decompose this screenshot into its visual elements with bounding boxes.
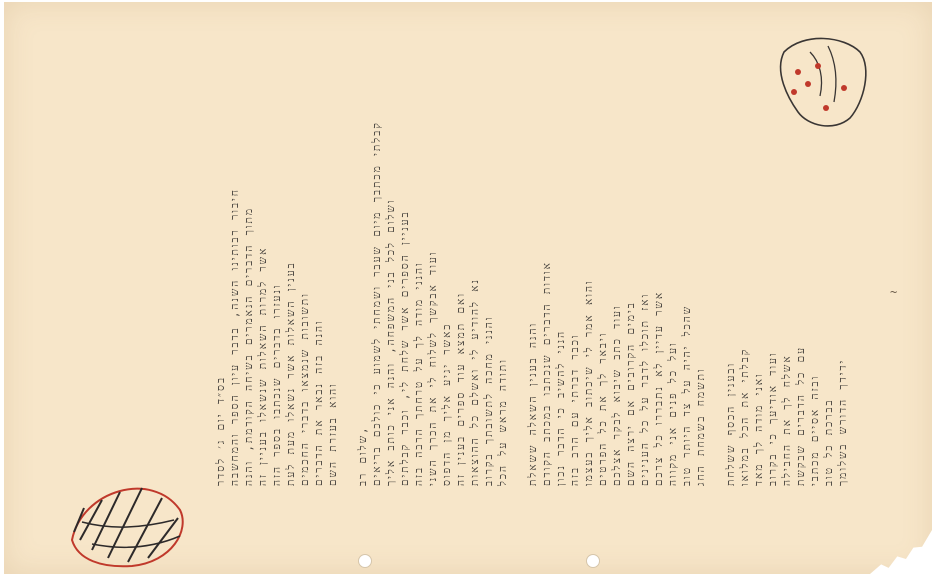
pen-mark: ~: [890, 285, 898, 299]
paragraph-line: מתוך הדברים הנאמרים בשיחה הקודמת, והנה: [243, 206, 255, 486]
paragraph-line: ותשמח בשמחת החג: [695, 367, 707, 486]
torn-corner: [870, 530, 932, 574]
paragraph-line: שלום רב,: [357, 425, 369, 486]
paragraph-line: והנני מודה לך על טרחתך הרבה בזה: [413, 261, 425, 486]
paragraph-line: קבלתי מכתבך מיום שעבר ושמחתי לשמוע כי כולכם בריאים: [371, 121, 383, 486]
paragraph-line: ותודה מראש על הכל: [497, 358, 509, 486]
paragraph-line: שהכל יהיה על צד היותר טוב: [681, 304, 693, 486]
paragraph-line: והנה בענין השאלה ששאלת: [527, 321, 539, 486]
paragraph-line: ויבאר לך את כל הפרטים: [597, 331, 609, 486]
paragraph-line: אודות הדברים שנכתבו במכתב הקודם: [541, 261, 553, 486]
paragraph-line: קבלתי את הכל במלואו: [739, 347, 751, 486]
paragraph-line: ובזה אסיים מכתבי: [809, 374, 821, 486]
paragraph-line: ידידך הדורש בשלומך: [837, 358, 849, 486]
paragraph-line: ואני מודה לך מאד: [753, 372, 765, 486]
paragraph-line: והנני מחכה לתשובתך בקרוב: [483, 315, 495, 486]
paragraph-line: והוא בעזרת השם: [327, 382, 339, 486]
paragraph-line: בס״ד יום ג׳ לסדר: [215, 375, 227, 486]
typed-letter-page: [4, 2, 932, 574]
paragraph-line: בימים הקרובים אם ירצה השם: [625, 301, 637, 486]
paragraph-line: ועל כל פנים אני מקווה: [667, 341, 679, 486]
paragraph-line: ושלום לכל בני המשפחה, והנה אני כותב אליך: [385, 198, 397, 486]
paragraph-line: בענין השאלות אשר נשאלו מעת לעת: [285, 261, 297, 486]
paragraph-line: והנה בזה נבאר את הדברים: [313, 319, 325, 486]
paragraph-line: ובענין הכסף ששלחת: [725, 361, 737, 486]
paragraph-line: ונעזרו בדברים שנכתבו בספר הזה: [271, 283, 283, 486]
paragraph-line: ואם תמצא עוד ספרים בענין זה: [455, 291, 467, 486]
paragraph-line: ועוד אודיעך כי בקרוב: [767, 351, 779, 486]
paragraph-line: ועוד אבקשך לשלוח לי את הכרך השני: [427, 250, 439, 486]
paragraph-line: נא להודיע לי ואשלם כל ההוצאות: [469, 278, 481, 486]
paragraph-line: הנני להשיב כי הדבר נכון: [555, 329, 567, 486]
paragraph-line: אשר עדיין לא נתבררו כל צרכם: [653, 290, 665, 486]
paragraph-line: בברכת כל טוב: [823, 398, 835, 486]
paragraph-line: עם כל הדברים שבקשת: [795, 345, 807, 486]
letter-body: [214, 16, 849, 486]
paragraph-line: ואז תוכלו לדבר על כל הענינים: [639, 292, 651, 486]
paragraph-line: חיבור רבותינו השנה, בדבר עיון הספר והמחשבה: [229, 188, 241, 486]
paragraph-line: כאשר יגיע אליך מן הדפוס: [441, 322, 453, 486]
paragraph-line: אשלח לך את החבילה: [781, 354, 793, 486]
punch-hole-right: [586, 554, 600, 568]
paragraph-line: אשר למרות השאלות שנשאלו בעניין זה: [257, 246, 269, 486]
doodle-bottom-left: [62, 470, 192, 570]
paragraph-line: וכבר דברתי עם הרב בזה: [569, 333, 581, 486]
paragraph-line: ועוד כתב שיבוא לבקר אצלכם: [611, 304, 623, 486]
paragraph-line: בעניין הספרים אשר שלחת לי, וכבר קבלתים: [399, 210, 411, 486]
paragraph-line: ותשובות שנמצאו בדברי החכמים: [299, 292, 311, 486]
paragraph-line: והוא אמר לי שיכתוב אליך בעצמו: [583, 279, 595, 486]
punch-hole-left: [358, 554, 372, 568]
